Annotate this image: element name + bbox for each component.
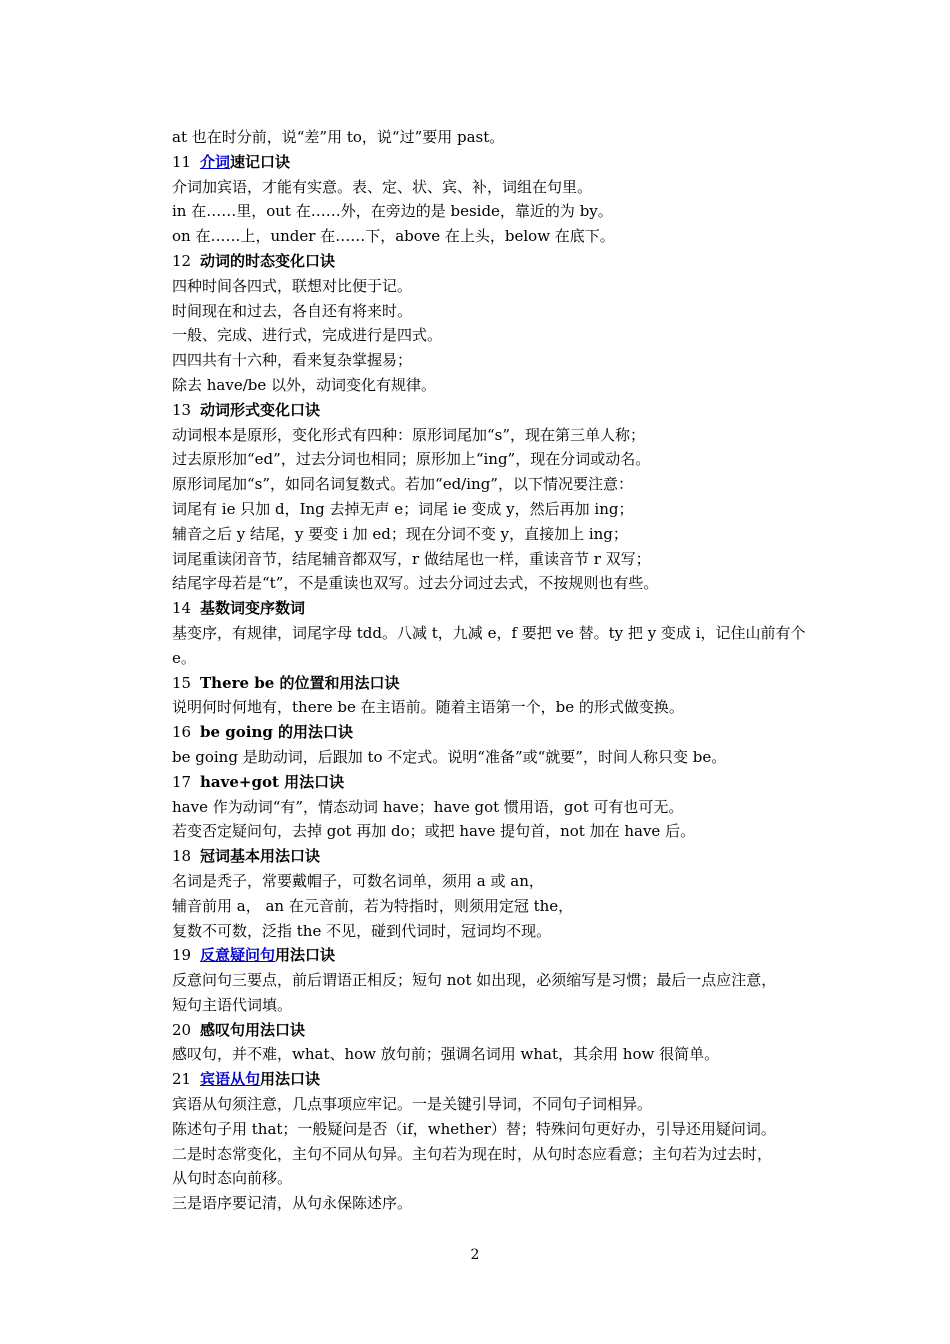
text-line: 从句时态向前移。 <box>172 1169 293 1188</box>
text-line: on 在……上，under 在……下，above 在上头，below 在底下。 <box>172 227 615 246</box>
section-heading <box>172 150 817 175</box>
text-line: 说明何时何地有，there be 在主语前。随着主语第一个，be 的形式做变换。 <box>172 698 684 717</box>
section-number: 18 <box>172 847 192 866</box>
text-line: be going 是助动词，后跟加 to 不定式。说明“准备”或“就要”，时间人称只变 be。 <box>172 747 727 766</box>
section-number: 11 <box>172 152 192 171</box>
section-heading <box>172 398 817 423</box>
text-line: 宾语从句须注意，几点事项应牢记。一是关键引导词，不同句子词相异。 <box>172 1095 653 1114</box>
text-line: 结尾字母若是“t”，不是重读也双写。过去分词过去式，不按规则也有些。 <box>172 574 659 593</box>
term-link[interactable]: 介词 <box>200 152 231 171</box>
section-number: 19 <box>172 946 192 965</box>
text-line: 反意问句三要点，前后谓语正相反；短句 not 如出现，必须缩写是习惯；最后一点应注意， <box>172 971 777 990</box>
section-heading <box>172 770 817 795</box>
text-line: in 在……里，out 在……外，在旁边的是 beside，靠近的为 by。 <box>172 202 613 221</box>
text-line: 原形词尾加“s”，如同名词复数式。若加“ed/ing”，以下情况要注意： <box>172 475 633 494</box>
heading-text: 感叹句用法口诀 <box>200 1020 306 1039</box>
heading-text: be going 的用法口诀 <box>200 723 354 742</box>
heading-text: 用法口诀 <box>260 1070 321 1089</box>
text-line: 过去原形加“ed”，过去分词也相同；原形加上“ing”，现在分词或动名。 <box>172 450 651 469</box>
section-number: 17 <box>172 772 192 791</box>
heading-text: 用法口诀 <box>275 946 336 965</box>
text-line: 时间现在和过去，各自还有将来时。 <box>172 301 413 320</box>
heading-text: 动词的时态变化口诀 <box>200 251 336 270</box>
section-number: 21 <box>172 1070 192 1089</box>
text-line: 词尾有 ie 只加 d，Ing 去掉无声 e；词尾 ie 变成 y，然后再加 ing； <box>172 499 634 518</box>
text-line: 短句主语代词填。 <box>172 995 293 1014</box>
text-line: 词尾重读闭音节，结尾辅音都双写，r 做结尾也一样，重读音节 r 双写； <box>172 549 651 568</box>
text-line: 陈述句子用 that；一般疑问是否（if，whether）替；特殊问句更好办，引导还用疑问词。 <box>172 1119 776 1138</box>
text-line: 二是时态常变化，主句不同从句异。主句若为现在时，从句时态应看意；主句若为过去时， <box>172 1144 773 1163</box>
heading-text: 速记口诀 <box>230 152 291 171</box>
heading-text: 冠词基本用法口诀 <box>200 847 321 866</box>
section-heading <box>172 844 817 869</box>
section-heading <box>172 943 817 968</box>
term-link[interactable]: 宾语从句 <box>200 1070 261 1089</box>
section-number: 16 <box>172 723 192 742</box>
term-link[interactable]: 反意疑问句 <box>200 946 276 965</box>
text-line: 若变否定疑问句，去掉 got 再加 do；或把 have 提句首，not 加在 have 后。 <box>172 822 696 841</box>
page-number: 2 <box>470 1247 480 1263</box>
section-heading <box>172 671 817 696</box>
text-line: at 也在时分前，说“差”用 to，说“过”要用 past。 <box>172 128 505 146</box>
text-line: 名词是秃子，常要戴帽子，可数名词单，须用 a 或 an， <box>172 871 544 890</box>
document-body <box>172 125 817 1216</box>
text-line: 三是语序要记清，从句永保陈述序。 <box>172 1194 413 1213</box>
section-heading <box>172 720 817 745</box>
section-number: 13 <box>172 400 192 419</box>
text-line: have 作为动词“有”，情态动词 have；have got 惯用语，got 可有也可无。 <box>172 797 684 816</box>
section-number: 15 <box>172 673 192 692</box>
text-line: 感叹句，并不难，what、how 放句前；强调名词用 what，其余用 how 很简单。 <box>172 1045 720 1064</box>
text-line: 辅音前用 a， an 在元音前，若为特指时，则须用定冠 the， <box>172 896 574 915</box>
section-number: 12 <box>172 251 192 270</box>
text-line: 介词加宾语，才能有实意。表、定、状、宾、补，词组在句里。 <box>172 177 593 196</box>
section-heading <box>172 1067 817 1092</box>
text-line: 四四共有十六种，看来复杂掌握易； <box>172 351 413 370</box>
heading-text: have+got 用法口诀 <box>200 772 345 791</box>
section-heading <box>172 1018 817 1043</box>
text-line: 基变序，有规律，词尾字母 tdd。八减 t，九减 e，f 要把 ve 替。ty 把 y 变成 i，记住山前有个 <box>172 623 806 642</box>
text-line: e。 <box>172 648 196 667</box>
section-heading <box>172 249 817 274</box>
text-line: 动词根本是原形，变化形式有四种：原形词尾加“s”，现在第三单人称； <box>172 425 646 444</box>
text-line: 复数不可数，泛指 the 不见，碰到代词时，冠词均不现。 <box>172 921 552 940</box>
heading-text: 基数词变序数词 <box>200 599 306 618</box>
section-number: 20 <box>172 1020 192 1039</box>
heading-text: 动词形式变化口诀 <box>200 400 321 419</box>
text-line: 四种时间各四式，联想对比便于记。 <box>172 276 413 295</box>
heading-text: There be 的位置和用法口诀 <box>200 673 400 692</box>
section-number: 14 <box>172 599 192 618</box>
text-line: 除去 have/be 以外，动词变化有规律。 <box>172 375 437 394</box>
section-heading <box>172 596 817 621</box>
text-line: 一般、完成、进行式，完成进行是四式。 <box>172 326 443 345</box>
text-line: 辅音之后 y 结尾，y 要变 i 加 ed；现在分词不变 y，直接加上 ing； <box>172 524 628 543</box>
